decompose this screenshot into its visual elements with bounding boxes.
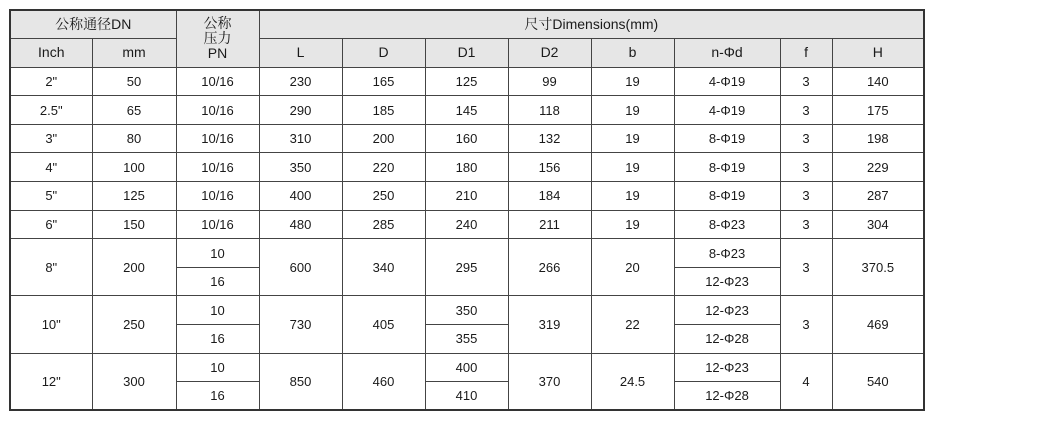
table-row [10,67,924,96]
cell-nd: 8-Φ19 [674,124,780,153]
cell-H: 175 [832,96,924,125]
cell-H: 140 [832,67,924,96]
cell-L: 480 [259,210,342,239]
cell-b: 19 [591,182,674,211]
cell-D: 220 [342,153,425,182]
cell-b: 19 [591,67,674,96]
cell-mm: 80 [92,124,176,153]
D1-header: D1 [425,39,508,68]
cell-inch: 8" [10,239,92,296]
cell-inch: 12" [10,353,92,410]
cell-pn: 10/16 [176,182,259,211]
table-row [10,153,924,182]
cell-D2: 266 [508,239,591,296]
table-row [10,124,924,153]
cell-b: 22 [591,296,674,353]
cell-D: 250 [342,182,425,211]
cell-f: 3 [780,153,832,182]
cell-pn: 10/16 [176,153,259,182]
cell-nd: 12-Φ23 [674,353,780,382]
cell-D1: 355 [425,325,508,354]
cell-L: 600 [259,239,342,296]
cell-nd: 12-Φ23 [674,296,780,325]
table-row [10,296,924,325]
cell-f: 3 [780,182,832,211]
nd-header: n-Φd [674,39,780,68]
cell-L: 290 [259,96,342,125]
cell-L: 230 [259,67,342,96]
cell-f: 3 [780,124,832,153]
cell-mm: 200 [92,239,176,296]
cell-inch: 2" [10,67,92,96]
D-header: D [342,39,425,68]
pn-header [176,10,259,67]
cell-H: 469 [832,296,924,353]
cell-D1: 125 [425,67,508,96]
cell-D1: 210 [425,182,508,211]
pn-header-line2: 压力 [203,30,232,47]
cell-H: 198 [832,124,924,153]
cell-nd: 12-Φ23 [674,267,780,296]
cell-L: 350 [259,153,342,182]
cell-pn: 16 [176,382,259,411]
cell-mm: 150 [92,210,176,239]
pn-header-line3: PN [207,45,228,62]
cell-pn: 16 [176,325,259,354]
cell-D: 340 [342,239,425,296]
cell-f: 3 [780,96,832,125]
f-header: f [780,39,832,68]
cell-inch: 6" [10,210,92,239]
b-header: b [591,39,674,68]
L-header: L [259,39,342,68]
table-row [10,96,924,125]
cell-nd: 12-Φ28 [674,382,780,411]
mm-header: mm [92,39,176,68]
D2-header: D2 [508,39,591,68]
dimensions-table [9,9,925,411]
cell-pn: 10/16 [176,67,259,96]
cell-H: 287 [832,182,924,211]
cell-L: 850 [259,353,342,410]
cell-inch: 3" [10,124,92,153]
cell-D2: 99 [508,67,591,96]
cell-mm: 125 [92,182,176,211]
cell-nd: 4-Φ19 [674,96,780,125]
cell-f: 3 [780,296,832,353]
cell-mm: 50 [92,67,176,96]
cell-pn: 10 [176,239,259,268]
cell-inch: 5" [10,182,92,211]
cell-pn: 10/16 [176,124,259,153]
cell-b: 19 [591,210,674,239]
cell-D1: 295 [425,239,508,296]
cell-D2: 132 [508,124,591,153]
cell-L: 310 [259,124,342,153]
cell-H: 304 [832,210,924,239]
cell-L: 730 [259,296,342,353]
cell-f: 4 [780,353,832,410]
cell-f: 3 [780,239,832,296]
cell-D1: 410 [425,382,508,411]
cell-mm: 250 [92,296,176,353]
cell-b: 19 [591,124,674,153]
cell-D2: 211 [508,210,591,239]
cell-D: 285 [342,210,425,239]
cell-H: 540 [832,353,924,410]
cell-pn: 10/16 [176,210,259,239]
dimensions-header: 尺寸Dimensions(mm) [259,10,924,39]
cell-D2: 319 [508,296,591,353]
inch-header: Inch [10,39,92,68]
cell-f: 3 [780,210,832,239]
cell-L: 400 [259,182,342,211]
cell-b: 24.5 [591,353,674,410]
cell-D2: 118 [508,96,591,125]
cell-H: 229 [832,153,924,182]
cell-nd: 8-Φ19 [674,153,780,182]
cell-D2: 370 [508,353,591,410]
cell-inch: 10" [10,296,92,353]
cell-b: 19 [591,96,674,125]
cell-pn: 10/16 [176,96,259,125]
table-row [10,239,924,268]
cell-D: 405 [342,296,425,353]
cell-D1: 400 [425,353,508,382]
cell-D: 200 [342,124,425,153]
cell-D2: 156 [508,153,591,182]
header-row-1 [10,10,924,39]
cell-f: 3 [780,67,832,96]
cell-b: 20 [591,239,674,296]
cell-inch: 4" [10,153,92,182]
cell-H: 370.5 [832,239,924,296]
cell-D1: 180 [425,153,508,182]
cell-D2: 184 [508,182,591,211]
cell-D1: 240 [425,210,508,239]
cell-inch: 2.5" [10,96,92,125]
cell-D1: 350 [425,296,508,325]
cell-D: 165 [342,67,425,96]
cell-nd: 4-Φ19 [674,67,780,96]
cell-nd: 12-Φ28 [674,325,780,354]
table-row [10,210,924,239]
cell-D1: 160 [425,124,508,153]
cell-mm: 100 [92,153,176,182]
header-row-2 [10,39,924,68]
cell-D: 460 [342,353,425,410]
cell-pn: 16 [176,267,259,296]
cell-b: 19 [591,153,674,182]
table-row [10,353,924,382]
cell-nd: 8-Φ23 [674,239,780,268]
pn-header-line1: 公称 [203,15,232,32]
cell-D: 185 [342,96,425,125]
cell-pn: 10 [176,353,259,382]
cell-D1: 145 [425,96,508,125]
table-row [10,182,924,211]
cell-nd: 8-Φ23 [674,210,780,239]
cell-mm: 65 [92,96,176,125]
cell-pn: 10 [176,296,259,325]
dn-header: 公称通径DN [10,10,176,39]
H-header: H [832,39,924,68]
cell-mm: 300 [92,353,176,410]
cell-nd: 8-Φ19 [674,182,780,211]
